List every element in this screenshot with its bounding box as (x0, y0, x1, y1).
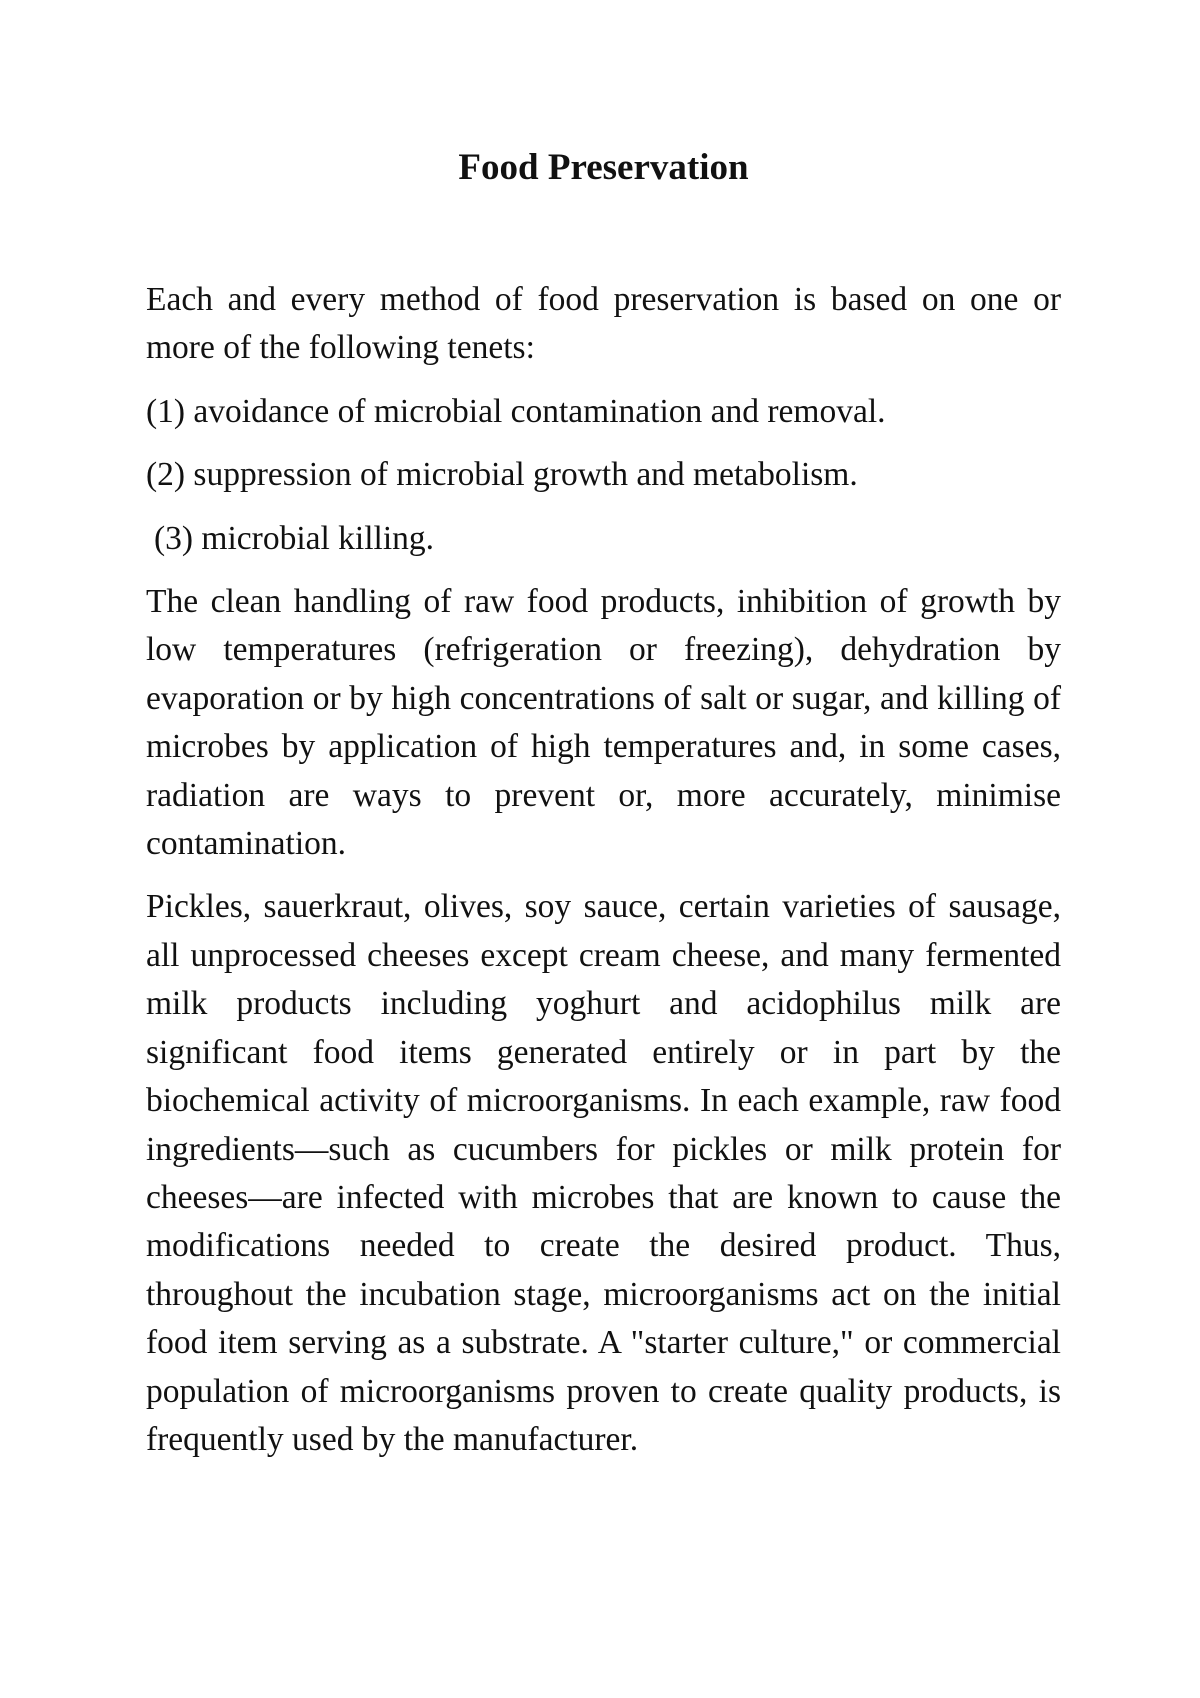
tenet-item: (2) suppression of microbial growth and metabolism. (146, 456, 858, 494)
body-paragraph: Pickles, sauerkraut, olives, soy sauce, certain varieties of sausage, all unprocessed cheeses except cream cheese, and many fermented milk products including yoghurt and acidophilus milk are significant food items generated entirely or in part by the biochemical activity of microorganisms. In each example, raw food ingredients—such as cucumbers for pickles or milk protein for cheeses—are infected with microbes that are known to cause the modifications needed to create the desired product. Thus, throughout the incubation stage, microorganisms act on the initial food item serving as a substrate. A "starter culture," or commercial population of microorganisms proven to create quality products, is frequently used by the manufacturer. (146, 888, 1061, 1458)
document-body (146, 276, 1061, 1479)
tenet-item: (3) microbial killing. (154, 519, 435, 557)
intro-paragraph: Each and every method of food preservation is based on one or more of the following tenets: (146, 281, 1061, 367)
body-paragraph: The clean handling of raw food products, inhibition of growth by low temperatures (refrigeration or freezing), dehydration by evaporation or by high concentrations of salt or sugar, and killing of microbes by application of high temperatures and, in some cases, radiation are ways to prevent or, more accurately, minimise contamination. (146, 583, 1061, 863)
page-title: Food Preservation (458, 147, 749, 188)
tenet-item: (1) avoidance of microbial contamination and removal. (146, 392, 886, 430)
